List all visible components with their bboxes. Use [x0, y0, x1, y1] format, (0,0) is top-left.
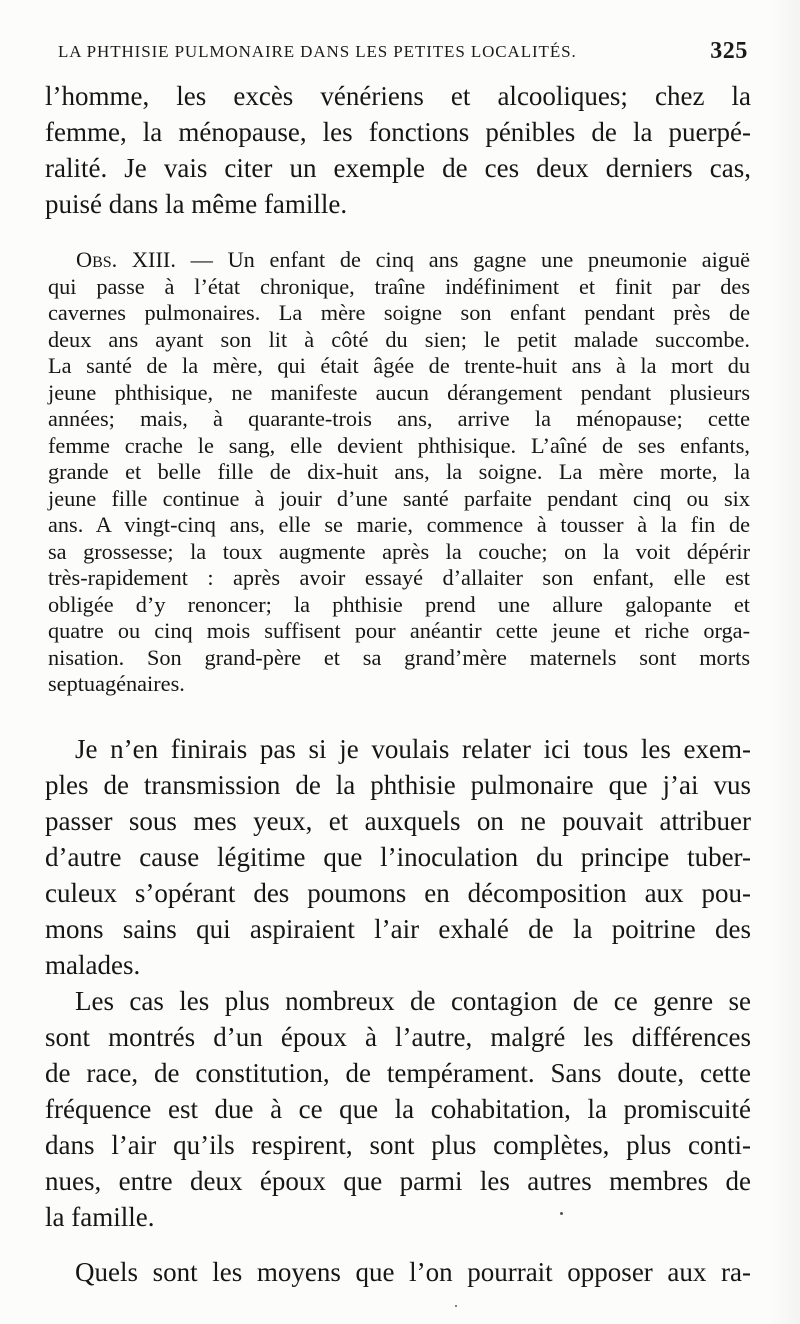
text-line: d’autre cause légitime que l’inoculation du principe tuber- — [45, 842, 751, 872]
text-line: jeune fille continue à jouir d’une santé parfaite pendant cinq ou six — [48, 485, 750, 511]
page-number: 325 — [710, 38, 748, 64]
text-line: culeux s’opérant des poumons en décomposition aux pou- — [45, 878, 751, 908]
running-head — [58, 38, 748, 68]
text-line: ples de transmission de la phthisie pulmonaire que j’ai vus — [45, 770, 751, 800]
observation-first-line: — Un enfant de cinq ans gagne une pneumonie aiguë — [175, 247, 750, 272]
text-line: grande et belle fille de dix-huit ans, la soigne. La mère morte, la — [48, 459, 750, 484]
text-line: l’homme, les excès vénériens et alcooliques; chez la — [45, 81, 751, 111]
text-line: septuagénaires. — [48, 671, 185, 696]
page-edge-shadow — [770, 0, 800, 1324]
text-line: malades. — [45, 950, 141, 980]
running-head-title: LA PHTHISIE PULMONAIRE DANS LES PETITES LOCALITÉS. — [58, 42, 577, 61]
text-line: obligée d’y renoncer; la phthisie prend une allure galopante et — [48, 591, 750, 617]
observation-block — [48, 247, 750, 698]
text-line: cavernes pulmonaires. La mère soigne son enfant pendant près de — [48, 300, 750, 325]
text-line: passer sous mes yeux, et auxquels on ne pouvait attribuer — [45, 806, 751, 836]
text-line: nues, entre deux époux que parmi les autres membres de — [45, 1166, 751, 1196]
text-line: qui passe à l’état chronique, traîne indéfiniment et finit par des — [48, 273, 750, 299]
text-line: Je n’en finirais pas si je voulais relater ici tous les exem- — [75, 734, 751, 764]
text-line: puisé dans la même famille. — [45, 189, 348, 219]
text-line: deux ans ayant son lit à côté du sien; le petit malade succombe. — [48, 326, 750, 352]
text-line: femme crache le sang, elle devient phthisique. L’aîné de ses enfants, — [48, 432, 750, 458]
text-line: très-rapidement : après avoir essayé d’allaiter son enfant, elle est — [48, 565, 750, 590]
text-line: quatre ou cinq mois suffisent pour anéantir cette jeune et riche orga- — [48, 618, 750, 643]
text-line: La santé de la mère, qui était âgée de trente-huit ans à la mort du — [48, 353, 750, 378]
paragraph-contagion — [45, 983, 751, 1235]
print-speck — [560, 1212, 563, 1215]
print-speck — [455, 1305, 457, 1307]
text-line: de race, de constitution, de tempérament. Sans doute, cette — [45, 1058, 751, 1088]
paragraph-transmission — [45, 731, 751, 983]
text-line: fréquence est due à ce que la cohabitation, la promiscuité — [45, 1094, 751, 1124]
text-line — [48, 247, 750, 274]
text-line: nisation. Son grand-père et sa grand’mère maternels sont morts — [48, 644, 750, 670]
text-line: Les cas les plus nombreux de contagion de ce genre se — [75, 986, 751, 1016]
text-line: ans. A vingt-cinq ans, elle se marie, commence à tousser à la fin de — [48, 512, 750, 537]
paragraph-continuation — [45, 78, 751, 222]
text-line: mons sains qui aspiraient l’air exhalé de la poitrine des — [45, 914, 751, 944]
text-line: dans l’air qu’ils respirent, sont plus complètes, plus conti- — [45, 1130, 751, 1160]
text-line: sa grossesse; la toux augmente après la couche; on la voit dépérir — [48, 538, 750, 564]
text-line: jeune phthisique, ne manifeste aucun dérangement pendant plusieurs — [48, 379, 750, 405]
text-line: Quels sont les moyens que l’on pourrait opposer aux ra- — [75, 1257, 751, 1287]
text-line: la famille. — [45, 1202, 155, 1232]
text-line: ralité. Je vais citer un exemple de ces deux derniers cas, — [45, 153, 751, 183]
text-line: femme, la ménopause, les fonctions pénibles de la puerpé- — [45, 117, 751, 147]
observation-label: Obs. XIII. — [76, 247, 176, 272]
text-line: sont montrés d’un époux à l’autre, malgré les différences — [45, 1022, 751, 1052]
text-line: années; mais, à quarante-trois ans, arrive la ménopause; cette — [48, 406, 750, 431]
paragraph-means — [45, 1254, 751, 1290]
